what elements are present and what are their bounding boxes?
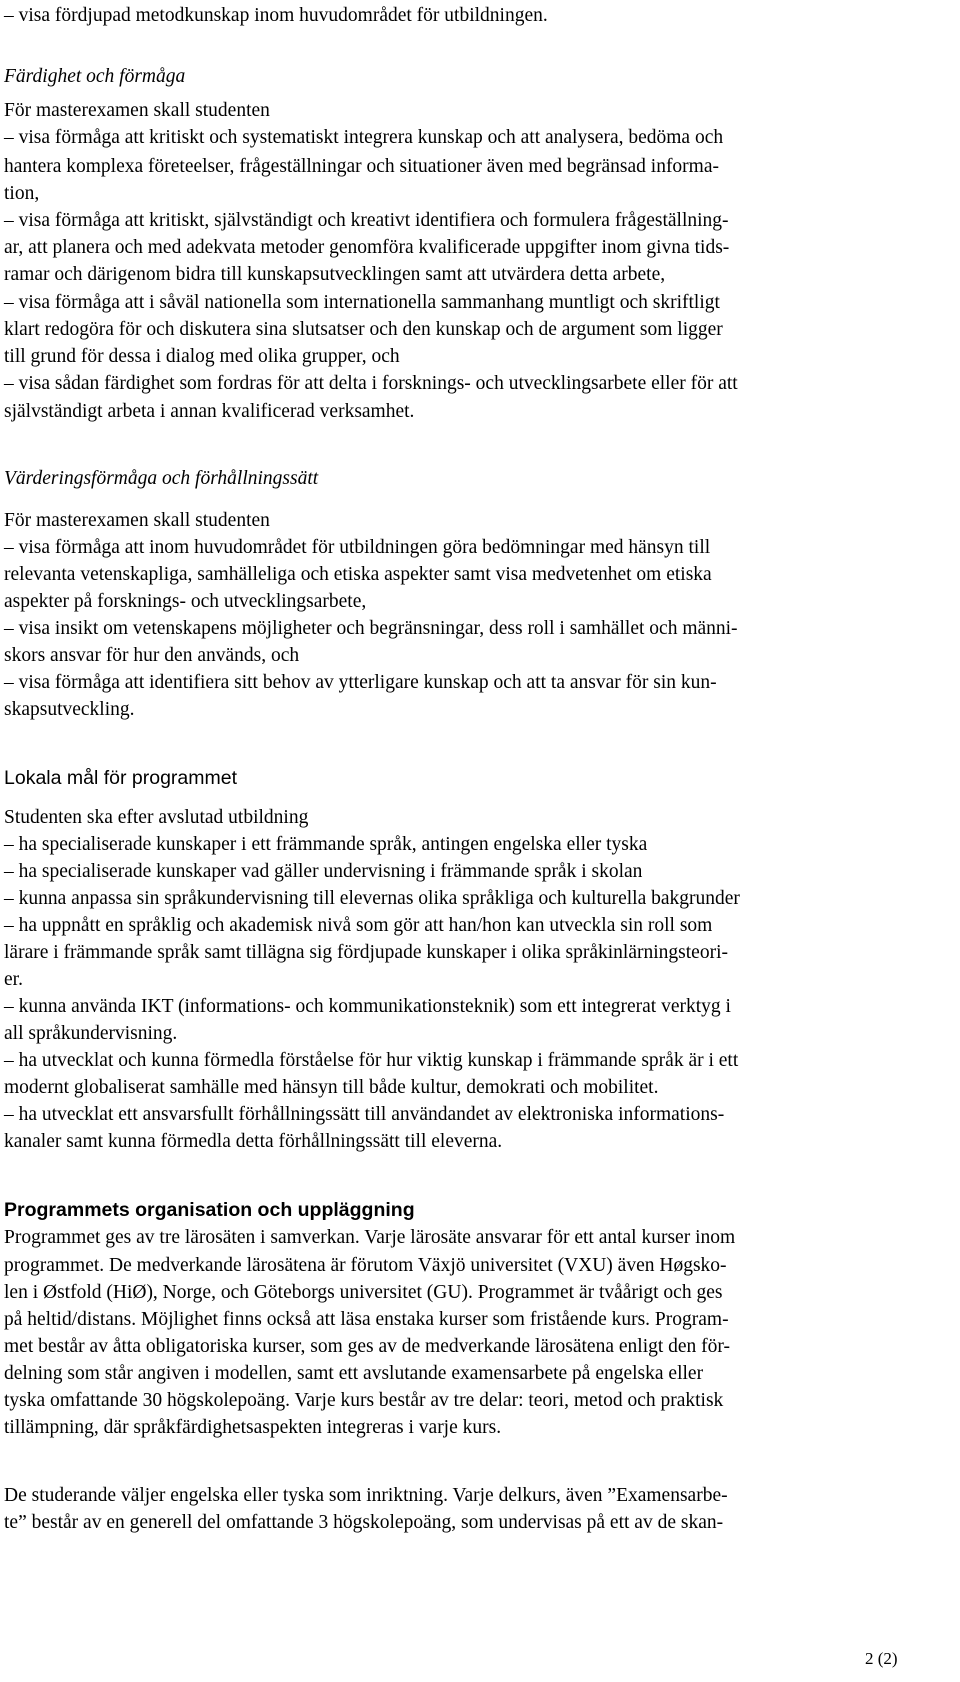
text-line: till grund för dessa i dialog med olika grupper, och (4, 346, 400, 367)
text-line: – ha specialiserade kunskaper i ett främmande språk, antingen engelska eller tyska (4, 834, 648, 855)
text-line: – visa förmåga att inom huvudområdet för utbildningen göra bedömningar med hänsyn till (4, 537, 711, 558)
text-line: aspekter på forsknings- och utvecklingsarbete, (4, 591, 367, 612)
text-line: – kunna använda IKT (informations- och kommunikationsteknik) som ett integrerat verktyg i (4, 996, 731, 1017)
text-line: modernt globaliserat samhälle med hänsyn till både kultur, demokrati och mobilitet. (4, 1077, 659, 1098)
text-line: te” består av en generell del omfattande 3 högskolepoäng, som undervisas på ett av de skan- (4, 1512, 724, 1533)
section-heading-values: Värderingsförmåga och förhållningssätt (4, 468, 319, 489)
text-line: – visa insikt om vetenskapens möjligheter och begränsningar, dess roll i samhället och männi- (4, 618, 738, 639)
text-line: – visa förmåga att i såväl nationella som internationella sammanhang muntligt och skriftligt (4, 292, 720, 313)
text-line: tillämpning, där språkfärdighetsaspekten integreras i varje kurs. (4, 1417, 502, 1438)
text-line: – visa fördjupad metodkunskap inom huvudområdet för utbildningen. (4, 5, 548, 26)
text-line: klart redogöra för och diskutera sina slutsatser och den kunskap och de argument som ligger (4, 319, 723, 340)
text-line: tyska omfattande 30 högskolepoäng. Varje kurs består av tre delar: teori, metod och praktisk (4, 1390, 724, 1411)
text-line: skapsutveckling. (4, 699, 135, 720)
text-line: – ha utvecklat och kunna förmedla förståelse för hur viktig kunskap i främmande språk är i ett (4, 1050, 739, 1071)
text-line: met består av åtta obligatoriska kurser, som ges av de medverkande lärosätena enligt den för- (4, 1336, 731, 1357)
text-line: – kunna anpassa sin språkundervisning till elevernas olika språkliga och kulturella bakgrunder (4, 888, 740, 909)
text-line: på heltid/distans. Möjlighet finns också att läsa enstaka kurser som fristående kurs. Program- (4, 1309, 729, 1330)
text-line: – visa sådan färdighet som fordras för att delta i forsknings- och utvecklingsarbete eller för att (4, 373, 738, 394)
text-line: – visa förmåga att kritiskt, självständigt och kreativt identifiera och formulera frågeställning- (4, 210, 729, 231)
text-line: Programmet ges av tre lärosäten i samverkan. Varje lärosäte ansvarar för ett antal kurser inom (4, 1227, 736, 1248)
text-line: skors ansvar för hur den används, och (4, 645, 300, 666)
section-heading-skills: Färdighet och förmåga (4, 66, 186, 87)
text-line: självständigt arbeta i annan kvalificerad verksamhet. (4, 401, 415, 422)
text-line: kanaler samt kunna förmedla detta förhållningssätt till eleverna. (4, 1131, 503, 1152)
text-line: all språkundervisning. (4, 1023, 178, 1044)
text-line: De studerande väljer engelska eller tyska som inriktning. Varje delkurs, även ”Examensarbe- (4, 1485, 728, 1506)
text-line: – ha uppnått en språklig och akademisk nivå som gör att han/hon kan utveckla sin roll som (4, 915, 713, 936)
text-line: – visa förmåga att identifiera sitt behov av ytterligare kunskap och att ta ansvar för sin kun- (4, 672, 717, 693)
section-heading-organisation: Programmets organisation och uppläggning (4, 1199, 415, 1221)
text-line: ar, att planera och med adekvata metoder genomföra kvalificerade uppgifter inom givna tids- (4, 237, 730, 258)
text-line: – ha specialiserade kunskaper vad gäller undervisning i främmande språk i skolan (4, 861, 643, 882)
text-line: För masterexamen skall studenten (4, 510, 270, 531)
text-line: Studenten ska efter avslutad utbildning (4, 807, 309, 828)
page-number: 2 (2) (865, 1649, 898, 1668)
text-line: tion, (4, 183, 40, 204)
text-line: relevanta vetenskapliga, samhälleliga och etiska aspekter samt visa medvetenhet om etiska (4, 564, 712, 585)
section-heading-local-goals: Lokala mål för programmet (4, 767, 238, 789)
text-line: – visa förmåga att kritiskt och systematiskt integrera kunskap och att analysera, bedöma och (4, 127, 724, 148)
text-line: lärare i främmande språk samt tillägna sig fördjupade kunskaper i olika språkinlärningsteori- (4, 942, 728, 963)
text-line: ramar och därigenom bidra till kunskapsutvecklingen samt att utvärdera detta arbete, (4, 264, 666, 285)
text-line: – ha utvecklat ett ansvarsfullt förhållningssätt till användandet av elektroniska informations- (4, 1104, 725, 1125)
text-line: För masterexamen skall studenten (4, 100, 270, 121)
text-line: programmet. De medverkande lärosätena är förutom Växjö universitet (VXU) även Høgsko- (4, 1255, 727, 1276)
text-line: er. (4, 969, 23, 990)
text-line: hantera komplexa företeelser, frågeställningar och situationer även med begränsad informa- (4, 156, 719, 177)
text-line: delning som står angiven i modellen, samt ett avslutande examensarbete på engelska eller (4, 1363, 704, 1384)
text-line: len i Østfold (HiØ), Norge, och Göteborgs universitet (GU). Programmet är tvåårigt och ges (4, 1282, 723, 1303)
